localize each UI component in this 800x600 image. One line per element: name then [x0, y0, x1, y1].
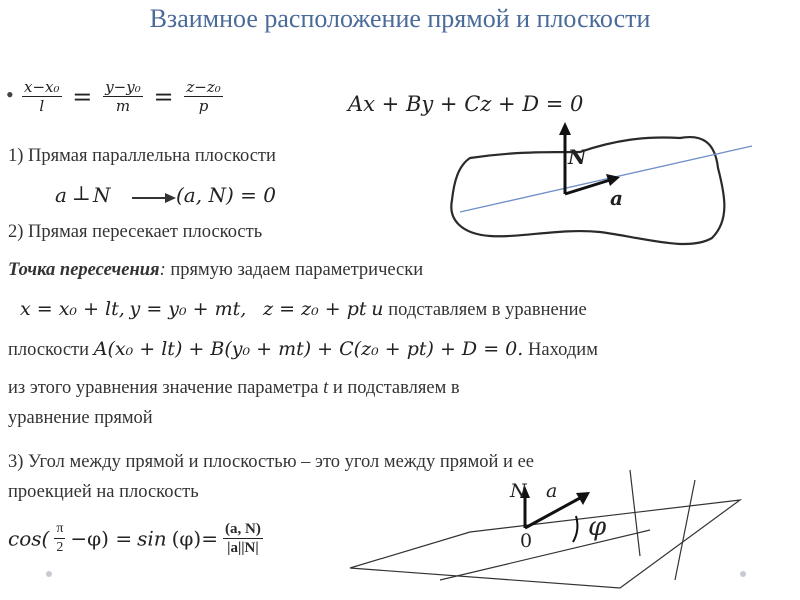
intersection-line4: уравнение прямой — [8, 408, 153, 428]
intersection-line3 — [8, 378, 460, 399]
plane-edge-1 — [440, 530, 650, 580]
param-y: y = y₀ + mt, — [129, 298, 247, 320]
equals-sign-1: = — [72, 82, 93, 111]
angle-numerator: (a, N) — [225, 521, 261, 537]
diagram1-a-label: a — [610, 186, 623, 210]
slide-nav-dot-right — [740, 571, 746, 577]
formula-phi-paren: (φ)= — [171, 526, 218, 551]
case2-text: 2) Прямая пересекает плоскость — [8, 222, 263, 242]
case3-line2: проекцией на плоскость — [8, 482, 199, 502]
find-word: Находим — [528, 340, 598, 360]
fraction-z-numerator: z−z₀ — [186, 78, 221, 96]
param-tail: подставляем в уравнение — [388, 300, 587, 320]
fraction-y — [103, 78, 143, 115]
case1-vector-N: N — [93, 183, 111, 207]
diagram2-origin-label: 0 — [520, 530, 533, 552]
pi-numerator: π — [54, 520, 65, 539]
diagram2-phi-label: φ — [588, 512, 607, 542]
parametric-equations — [20, 298, 587, 321]
slide-nav-dot-left — [46, 571, 52, 577]
intersection-colon: : — [159, 260, 166, 280]
fraction-x — [22, 78, 62, 115]
normal-arrowhead-icon — [559, 122, 571, 135]
fraction-x-denominator: l — [39, 97, 45, 115]
intersection-text: прямую задаем параметрически — [165, 260, 424, 280]
fraction-z-denominator: p — [198, 97, 209, 115]
case1-result: (a, N) = 0 — [176, 183, 276, 207]
plane-substitution: A(x₀ + lt) + B(y₀ + mt) + C(z₀ + pt) + D = 0. — [93, 338, 524, 360]
fraction-y-numerator: y−y₀ — [105, 78, 141, 96]
case1-text: 1) Прямая параллельна плоскости — [8, 146, 276, 166]
plane-edge-2 — [675, 480, 695, 580]
param-z: z = z₀ + pt — [263, 298, 367, 320]
equals-sign-2: = — [153, 82, 174, 111]
formula-minus-phi: −φ) = — [70, 526, 133, 551]
fraction-y-denominator: m — [115, 97, 131, 115]
param-and: и — [371, 298, 384, 320]
diagram2-N-label: N — [510, 480, 527, 502]
two-denominator: 2 — [56, 540, 64, 555]
slide-title: Взаимное расположение прямой и плоскости — [149, 4, 651, 33]
line3-end: и подставляем в — [328, 378, 460, 398]
line3-start: из этого уравнения значение параметра — [8, 378, 324, 398]
param-t: t — [323, 378, 329, 398]
fraction-z — [184, 78, 222, 115]
bullet: • — [6, 82, 14, 107]
projected-line — [460, 146, 752, 212]
formula-sin: sin — [137, 526, 167, 551]
plane-word: плоскости — [8, 340, 90, 360]
diagram2-a-label: a — [546, 480, 558, 502]
intersection-label: Точка пересечения — [8, 260, 160, 280]
pi-over-two — [54, 520, 65, 557]
diagram1-N-label: N — [568, 145, 587, 169]
angle-denominator: |a||N| — [227, 540, 259, 556]
diagram2-vector-a — [525, 498, 580, 528]
implies-arrow-icon — [132, 190, 176, 206]
angle-formula — [8, 520, 263, 557]
plane-substitution-line — [8, 338, 598, 361]
fraction-x-numerator: x−x₀ — [24, 78, 60, 96]
case3-line1: 3) Угол между прямой и плоскостью – это угол между прямой и ее — [8, 452, 534, 472]
plane-blob — [451, 137, 724, 244]
case1-vector-a: a — [55, 183, 67, 207]
intersection-line — [8, 260, 423, 281]
plane-parallelogram — [350, 500, 740, 588]
plane-equation: Ax + By + Cz + D = 0 — [348, 92, 584, 116]
perpendicular-symbol: ⊥ — [72, 181, 91, 205]
angle-fraction — [223, 520, 263, 557]
canonical-line-equation — [22, 78, 223, 115]
formula-cos: cos( — [8, 526, 50, 551]
diagram-plane-parallel — [440, 110, 760, 260]
param-x: x = x₀ + lt, — [20, 298, 125, 320]
